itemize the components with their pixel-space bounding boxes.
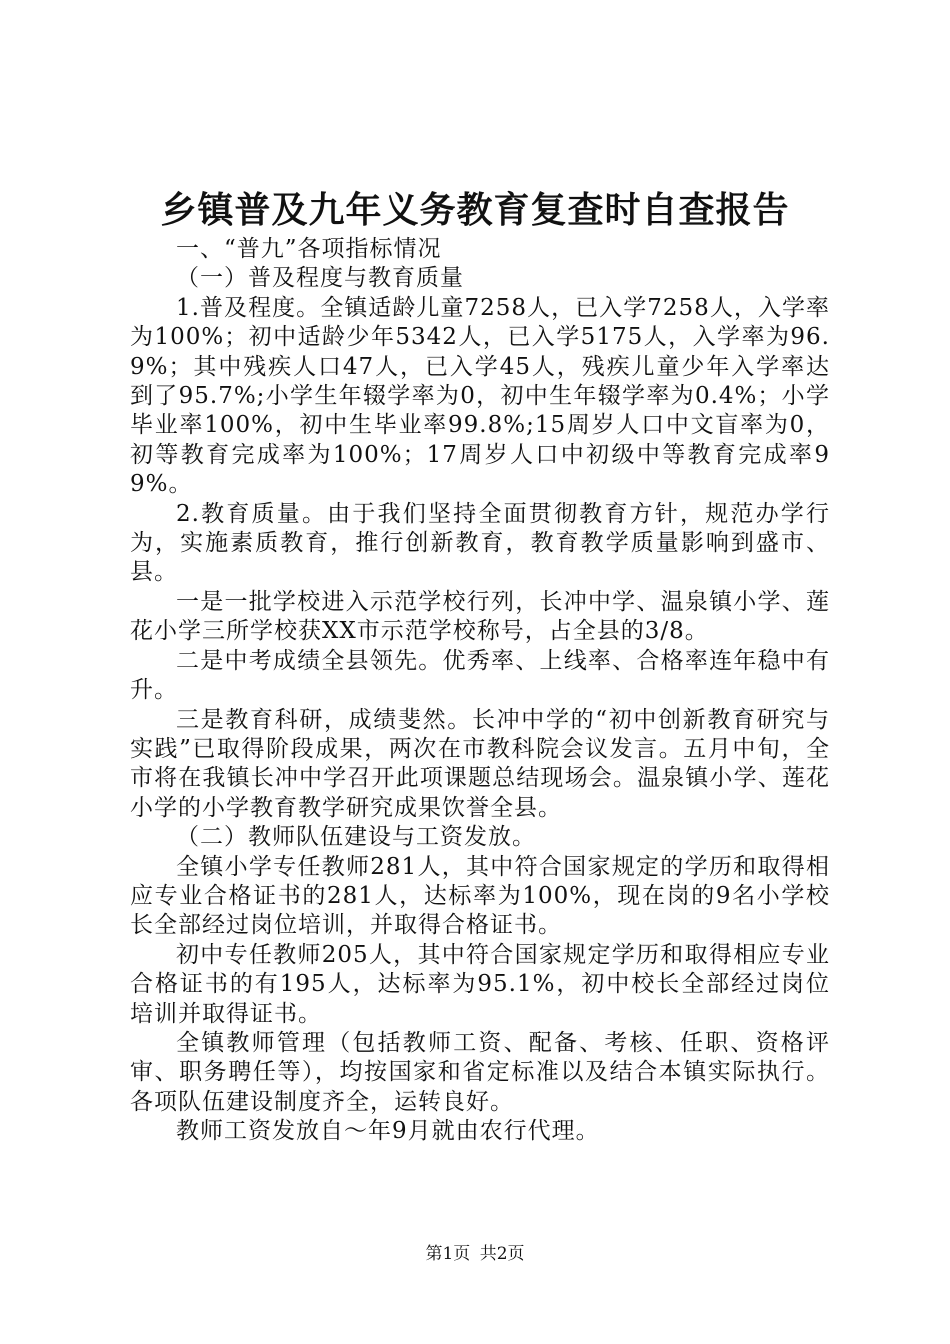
paragraph: 教师工资发放自～年9月就由农行代理。 <box>176 1118 600 1145</box>
page-total: 共2页 <box>479 1244 525 1264</box>
document-title: 乡镇普及九年义务教育复查时自查报告 <box>160 189 790 231</box>
paragraph: 全镇小学专任教师281人，其中符合国家规定的学历和取得相应专业合格证书的281人，达标率为100%，现在岗的9名小学校长全部经过岗位培训，并取得合格证书。 <box>130 853 830 939</box>
section-heading: 一、“普九”各项指标情况 <box>176 236 442 262</box>
subsection-heading: （二）教师队伍建设与工资发放。 <box>176 824 536 851</box>
paragraph: 全镇教师管理（包括教师工资、配备、考核、任职、资格评审、职务聘任等），均按国家和省定标准以及结合本镇实际执行。各项队伍建设制度齐全，运转良好。 <box>130 1029 830 1115</box>
paragraph: 二是中考成绩全县领先。优秀率、上线率、合格率连年稳中有升。 <box>130 647 830 704</box>
paragraph: 2.教育质量。由于我们坚持全面贯彻教育方针，规范办学行为，实施素质教育，推行创新教育，教育教学质量影响到盛市、县。 <box>130 500 830 586</box>
paragraph: 1.普及程度。全镇适龄儿童7258人，已入学7258人，入学率为100%；初中适龄少年5342人，已入学5175人，入学率为96.9%；其中残疾人口47人，已入学45人，残疾儿童少年入学率达到了95.7%;小学生年辍学率为0，初中生年辍学率为0.4%；小学毕业率100%，初中生毕业率99.8%;15周岁人口中文盲率为0，初等教育完成率为100%；17周岁人口中初级中等教育完成率99%。 <box>130 294 830 498</box>
subsection-heading: （一）普及程度与教育质量 <box>176 265 464 292</box>
page-number: 第1页 <box>425 1244 471 1264</box>
paragraph: 初中专任教师205人，其中符合国家规定学历和取得相应专业合格证书的有195人，达标率为95.1%，初中校长全部经过岗位培训并取得证书。 <box>130 941 830 1027</box>
paragraph: 一是一批学校进入示范学校行列，长冲中学、温泉镇小学、莲花小学三所学校获XX市示范学校称号，占全县的3/8。 <box>130 588 830 645</box>
page-footer <box>0 1242 950 1266</box>
paragraph: 三是教育科研，成绩斐然。长冲中学的“初中创新教育研究与实践”已取得阶段成果，两次在市教科院会议发言。五月中旬，全市将在我镇长冲中学召开此项课题总结现场会。温泉镇小学、莲花小学的小学教育教学研究成果饮誉全县。 <box>130 706 830 821</box>
document-body <box>130 235 830 1147</box>
